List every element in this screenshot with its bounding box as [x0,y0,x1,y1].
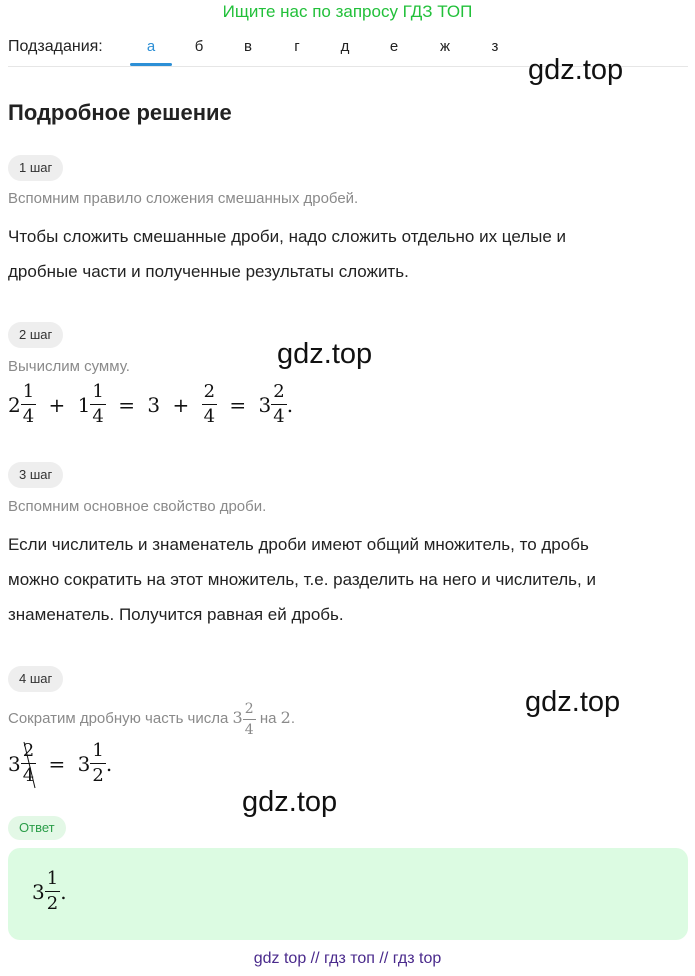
numerator: 2 [203,381,216,402]
period: . [286,392,294,417]
strike-mark-icon [21,740,39,790]
hint-text: Сократим дробную часть числа [8,710,229,727]
footer-link[interactable]: gdz top [253,950,307,967]
answer-badge: Ответ [8,816,66,840]
tab-g[interactable]: г [294,38,300,55]
answer-value [32,870,67,913]
numerator: 2 [22,740,35,761]
step-text [8,219,566,289]
hint-fraction [243,702,256,737]
fraction [21,383,36,426]
tab-e[interactable]: е [389,38,399,55]
denominator: 4 [22,765,35,786]
tab-z[interactable]: з [491,38,499,55]
step-badge: 2 шаг [8,322,63,348]
numerator: 1 [46,868,59,889]
plus-sign: + [172,392,190,417]
step-badge: 1 шаг [8,155,63,181]
denominator: 4 [273,406,285,427]
text-line: можно сократить на этот множитель, т.е. разделить на него и числитель, и [8,570,596,589]
text-line: знаменатель. Получится равная ей дробь. [8,605,344,624]
fraction [271,383,286,426]
footer-link[interactable]: гдз топ [324,950,375,967]
denominator: 4 [92,406,104,427]
footer-separator: // [310,950,320,967]
numerator: 2 [273,381,285,402]
denominator: 2 [46,893,59,914]
hint-whole: 3 [232,708,243,727]
tab-a[interactable]: а [146,38,156,55]
hint-period: . [290,710,295,727]
whole-part: 3 [8,751,21,776]
step-badge: 3 шаг [8,462,63,488]
text-line: Если числитель и знаменатель дроби имеют общий множитель, то дробь [8,535,589,554]
step-text [8,527,596,632]
numerator: 2 [244,700,254,717]
numerator: 1 [92,381,104,402]
equals-sign: = [229,392,247,417]
whole-part: 3 [258,392,272,417]
footer-link[interactable]: гдз top [392,950,442,967]
denominator: 2 [92,765,104,786]
whole-part: 3 [77,751,91,776]
tab-zh[interactable]: ж [439,38,451,55]
watermark: gdz.top [242,786,338,818]
fraction [90,742,105,785]
math-expression [8,383,293,426]
step-hint: Вспомним основное свойство дроби. [8,498,267,515]
solution-title: Подробное решение [8,100,232,125]
step-badge: 4 шаг [8,666,63,692]
period: . [60,879,67,904]
step-hint: Вычислим сумму. [8,358,130,375]
watermark: gdz.top [528,54,624,86]
tab-d[interactable]: д [340,38,350,55]
tab-b[interactable]: б [194,38,204,55]
active-tab-indicator [130,63,172,66]
footer-links [0,950,695,968]
equals-sign: = [118,392,135,417]
period: . [105,751,113,776]
numerator: 1 [92,740,104,761]
fraction [202,383,217,426]
cancelled-fraction [21,742,36,785]
text-line: дробные части и полученные результаты сложить. [8,262,409,281]
watermark: gdz.top [277,338,373,370]
plus-sign: + [48,392,66,417]
watermark: gdz.top [525,686,621,718]
footer-separator: // [379,950,389,967]
hint-divisor: 2 [280,708,291,727]
fraction [45,870,60,913]
tab-v[interactable]: в [244,38,252,55]
whole-part: 3 [32,879,45,904]
denominator: 4 [22,406,35,427]
denominator: 4 [203,406,216,427]
whole-part: 3 [147,392,161,417]
search-banner: Ищите нас по запросу ГДЗ ТОП [222,2,473,21]
denominator: 4 [243,719,256,737]
numerator: 1 [22,381,35,402]
equals-sign: = [48,751,66,776]
step-hint [8,695,295,742]
math-expression [8,742,112,785]
subtasks-label: Подзадания: [8,38,103,55]
fraction [90,383,105,426]
step-hint: Вспомним правило сложения смешанных дробей. [8,190,359,207]
text-line: Чтобы сложить смешанные дроби, надо сложить отдельно их целые и [8,227,567,246]
hint-text: на [259,710,277,727]
whole-part: 1 [77,392,91,417]
whole-part: 2 [8,392,21,417]
answer-box [8,848,688,940]
